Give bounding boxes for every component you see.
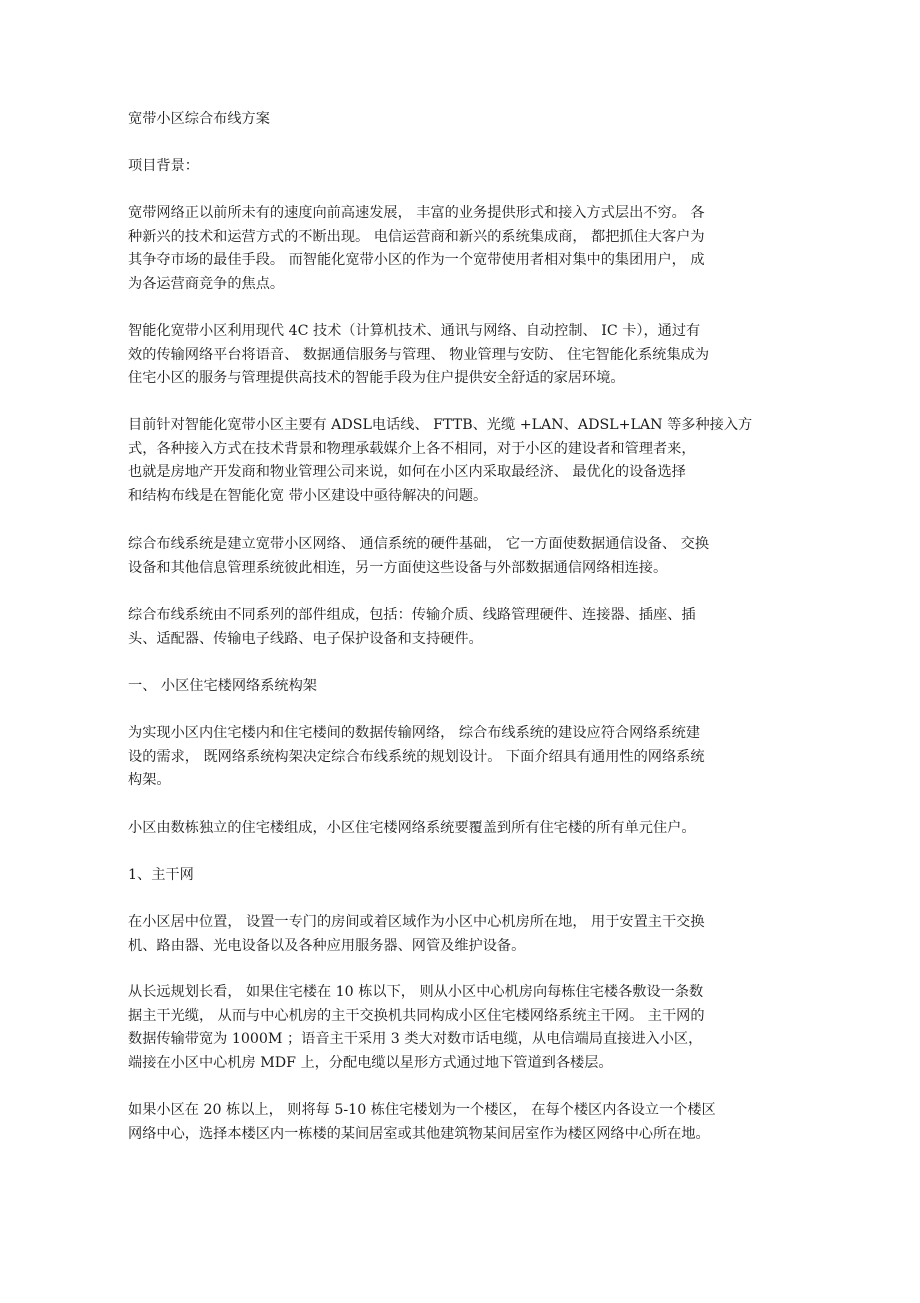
paragraph-community-composition bbox=[128, 817, 788, 841]
paragraph-line: 网络中心，选择本楼区内一栋楼的某间居室或其他建筑物某间居室作为楼区网络中心所在地。 bbox=[128, 1125, 710, 1142]
paragraph-large-community bbox=[128, 1099, 788, 1146]
section-heading-text: 一、 小区住宅楼网络系统构架 bbox=[128, 678, 317, 694]
paragraph-line: 目前针对智能化宽带小区主要有 ADSL电话线、 FTTB、光缆 +LAN、ADSL+LAN 等多种接入方 bbox=[128, 417, 753, 433]
paragraph-line: 设备和其他信息管理系统彼此相连，另一方面使这些设备与外部数据通信网络相连接。 bbox=[128, 559, 668, 576]
paragraph-line: 宽带网络正以前所未有的速度向前高速发展， 丰富的业务提供形式和接入方式层出不穷。 各 bbox=[128, 205, 705, 221]
paragraph-line: 端接在小区中心机房 MDF 上，分配电缆以星形方式通过地下管道到各楼层。 bbox=[128, 1054, 613, 1071]
paragraph-line: 式，各种接入方式在技术背景和物理承载媒介上各不相同，对于小区的建设者和管理者来， bbox=[128, 440, 696, 457]
paragraph-network-architecture bbox=[128, 722, 788, 793]
subsection-1-heading bbox=[128, 864, 788, 888]
paragraph-smart-community bbox=[128, 320, 788, 391]
paragraph-access-methods bbox=[128, 414, 788, 508]
paragraph-cabling-components bbox=[128, 604, 788, 651]
paragraph-line: 和结构布线是在智能化宽 带小区建设中亟待解决的问题。 bbox=[128, 487, 488, 504]
paragraph-line: 小区由数栋独立的住宅楼组成，小区住宅楼网络系统要覆盖到所有住宅楼的所有单元住户。 bbox=[128, 820, 696, 836]
paragraph-line: 综合布线系统由不同系列的部件组成，包括：传输介质、线路管理硬件、连接器、插座、插 bbox=[128, 607, 696, 623]
background-heading-text: 项目背景： bbox=[128, 158, 199, 174]
background-heading bbox=[128, 155, 788, 179]
paragraph-line: 住宅小区的服务与管理提供高技术的智能手段为住户提供安全舒适的家居环境。 bbox=[128, 370, 625, 387]
paragraph-line: 综合布线系统是建立宽带小区网络、 通信系统的硬件基础， 它一方面使数据通信设备、 交换 bbox=[128, 536, 710, 552]
paragraph-line: 设的需求， 既网络系统构架决定综合布线系统的规划设计。 下面介绍具有通用性的网络系统 bbox=[128, 748, 705, 765]
section-1-heading bbox=[128, 675, 788, 699]
paragraph-line: 效的传输网络平台将语音、 数据通信服务与管理、 物业管理与安防、 住宅智能化系统集成为 bbox=[128, 346, 710, 363]
subsection-heading-text: 1、主干网 bbox=[128, 867, 194, 883]
paragraph-central-room bbox=[128, 911, 788, 958]
paragraph-line: 构架。 bbox=[128, 772, 171, 789]
paragraph-line: 据主干光缆， 从而与中心机房的主干交换机共同构成小区住宅楼网络系统主干网。 主干网的 bbox=[128, 1007, 705, 1024]
paragraph-line: 为实现小区内住宅楼内和住宅楼间的数据传输网络， 综合布线系统的建设应符合网络系统建 bbox=[128, 725, 701, 741]
paragraph-line: 从长远规划长看， 如果住宅楼在 10 栋以下， 则从小区中心机房向每栋住宅楼各敷设一条数 bbox=[128, 984, 704, 1000]
paragraph-line: 数据传输带宽为 1000M ；语音主干采用 3 类大对数市话电缆，从电信端局直接进入小区， bbox=[128, 1031, 703, 1048]
paragraph-line: 种新兴的技术和运营方式的不断出现。 电信运营商和新兴的系统集成商， 都把抓住大客户为 bbox=[128, 228, 705, 245]
paragraph-line: 为各运营商竞争的焦点。 bbox=[128, 275, 285, 292]
document-title bbox=[128, 108, 788, 132]
paragraph-cabling-foundation bbox=[128, 533, 788, 580]
title-text: 宽带小区综合布线方案 bbox=[128, 111, 270, 127]
paragraph-line: 在小区居中位置， 设置一专门的房间或着区域作为小区中心机房所在地， 用于安置主干交换 bbox=[128, 914, 705, 930]
paragraph-line: 智能化宽带小区利用现代 4C 技术（计算机技术、通讯与网络、自动控制、 IC 卡），通过有 bbox=[128, 323, 701, 339]
paragraph-line: 如果小区在 20 栋以上， 则将每 5-10 栋住宅楼划为一个楼区， 在每个楼区内各设立一个楼区 bbox=[128, 1102, 716, 1118]
paragraph-line: 机、路由器、光电设备以及各种应用服务器、网管及维护设备。 bbox=[128, 937, 526, 954]
paragraph-line: 也就是房地产开发商和物业管理公司来说，如何在小区内采取最经济、 最优化的设备选择 bbox=[128, 464, 686, 481]
paragraph-long-term-plan bbox=[128, 981, 788, 1075]
paragraph-broadband-development bbox=[128, 202, 788, 296]
paragraph-line: 其争夺市场的最佳手段。 而智能化宽带小区的作为一个宽带使用者相对集中的集团用户， 成 bbox=[128, 252, 705, 269]
paragraph-line: 头、适配器、传输电子线路、电子保护设备和支持硬件。 bbox=[128, 630, 483, 647]
